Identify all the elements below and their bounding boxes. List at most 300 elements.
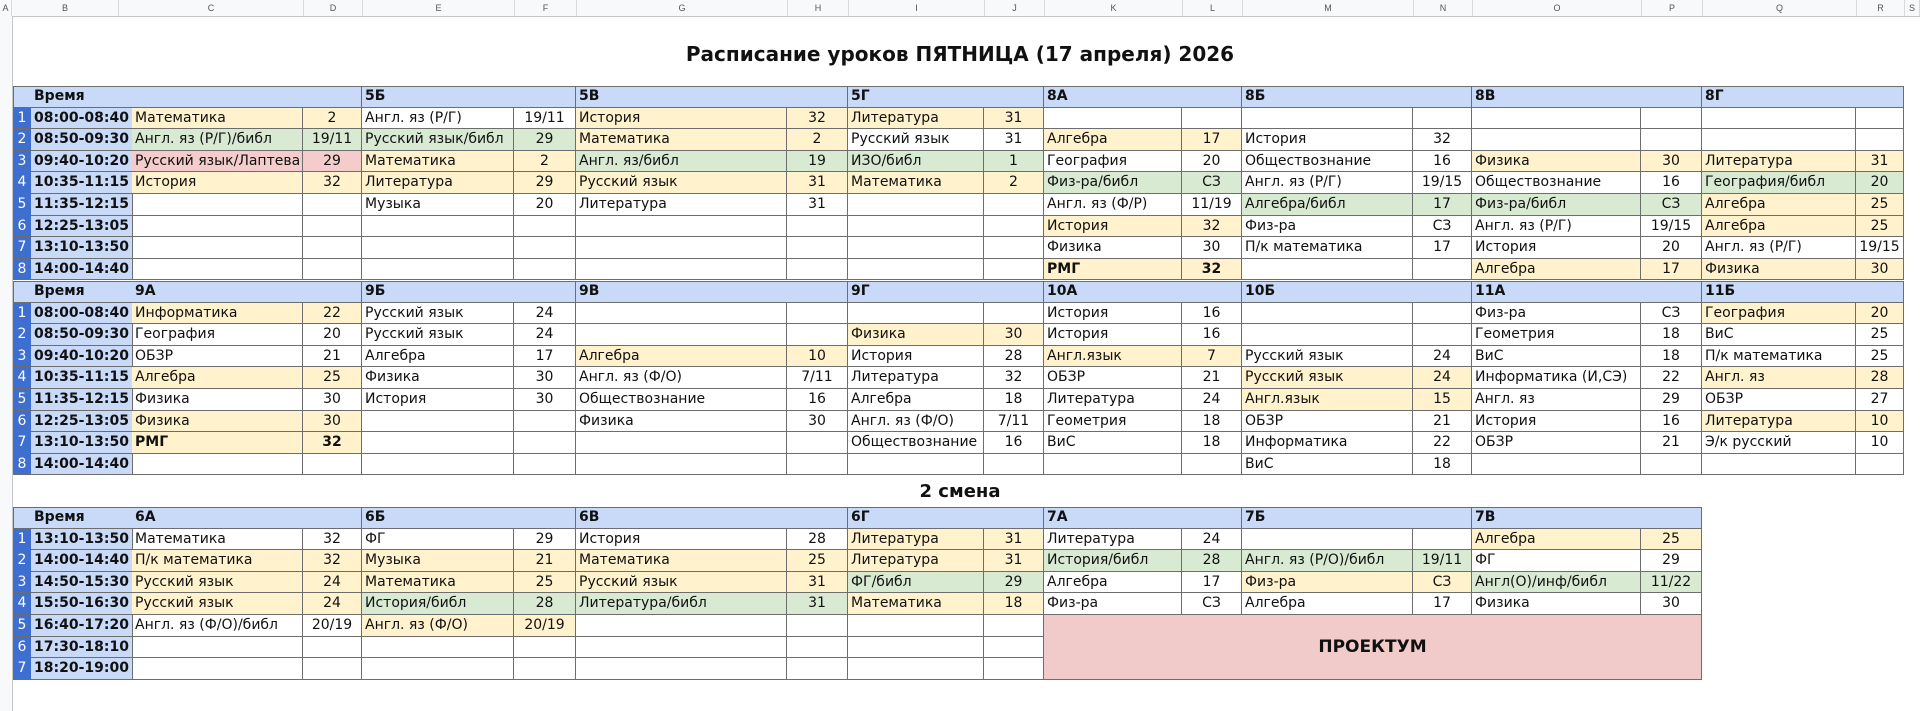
- column-header-N[interactable]: N: [1414, 0, 1473, 16]
- time-slot[interactable]: 17:30-18:10: [31, 637, 133, 659]
- time-slot[interactable]: 08:50-09:30: [31, 129, 133, 151]
- room-cell[interactable]: 28: [514, 593, 576, 615]
- room-cell[interactable]: [1641, 129, 1702, 151]
- subject-cell[interactable]: Литература: [576, 194, 787, 216]
- subject-cell[interactable]: Алгебра: [576, 346, 787, 368]
- row-number[interactable]: 1: [13, 529, 32, 551]
- room-cell[interactable]: 21: [514, 550, 576, 572]
- room-cell[interactable]: [787, 615, 848, 637]
- room-cell[interactable]: 2: [984, 172, 1044, 194]
- room-cell[interactable]: 25: [1856, 346, 1904, 368]
- room-cell[interactable]: [1856, 108, 1904, 130]
- room-cell[interactable]: 20: [1856, 172, 1904, 194]
- room-cell[interactable]: [514, 411, 576, 433]
- time-slot[interactable]: 10:35-11:15: [31, 367, 133, 389]
- room-cell[interactable]: 25: [303, 367, 362, 389]
- subject-cell[interactable]: [848, 303, 984, 325]
- row-number-header[interactable]: [13, 86, 32, 108]
- class-header[interactable]: 5В: [576, 86, 848, 108]
- subject-cell[interactable]: Математика: [362, 572, 514, 594]
- subject-cell[interactable]: [1472, 108, 1641, 130]
- subject-cell[interactable]: Геометрия: [1472, 324, 1641, 346]
- room-cell[interactable]: 29: [514, 529, 576, 551]
- room-cell[interactable]: 31: [984, 129, 1044, 151]
- subject-cell[interactable]: [576, 615, 787, 637]
- subject-cell[interactable]: [132, 454, 303, 476]
- subject-cell[interactable]: Алгебра: [848, 389, 984, 411]
- row-number[interactable]: 3: [13, 572, 32, 594]
- subject-cell[interactable]: Литература: [848, 367, 984, 389]
- class-header[interactable]: 6Г: [848, 507, 1044, 529]
- subject-cell[interactable]: История: [132, 172, 303, 194]
- class-header[interactable]: 7Б: [1242, 507, 1472, 529]
- subject-cell[interactable]: Физика: [362, 367, 514, 389]
- subject-cell[interactable]: [362, 411, 514, 433]
- room-cell[interactable]: 30: [984, 324, 1044, 346]
- subject-cell[interactable]: Алгебра/библ: [1242, 194, 1413, 216]
- class-header[interactable]: 7В: [1472, 507, 1702, 529]
- subject-cell[interactable]: [848, 237, 984, 259]
- room-cell[interactable]: [514, 216, 576, 238]
- class-header[interactable]: 5Г: [848, 86, 1044, 108]
- room-cell[interactable]: [787, 324, 848, 346]
- room-cell[interactable]: [984, 454, 1044, 476]
- subject-cell[interactable]: Англ. яз: [1702, 367, 1856, 389]
- subject-cell[interactable]: Литература: [848, 550, 984, 572]
- subject-cell[interactable]: [362, 637, 514, 659]
- class-header[interactable]: 6А: [132, 507, 362, 529]
- room-cell[interactable]: [984, 194, 1044, 216]
- room-cell[interactable]: 19/11: [1413, 550, 1472, 572]
- room-cell[interactable]: 20/19: [514, 615, 576, 637]
- row-number[interactable]: 6: [13, 216, 32, 238]
- class-header[interactable]: 8Г: [1702, 86, 1904, 108]
- subject-cell[interactable]: [576, 454, 787, 476]
- subject-cell[interactable]: Алгебра: [1472, 529, 1641, 551]
- room-cell[interactable]: 32: [1182, 216, 1242, 238]
- class-header[interactable]: 9Б: [362, 281, 576, 303]
- subject-cell[interactable]: География: [1044, 151, 1182, 173]
- room-cell[interactable]: 20/19: [303, 615, 362, 637]
- room-cell[interactable]: СЗ: [1641, 194, 1702, 216]
- subject-cell[interactable]: Русский язык: [576, 172, 787, 194]
- subject-cell[interactable]: [132, 658, 303, 680]
- room-cell[interactable]: 32: [984, 367, 1044, 389]
- room-cell[interactable]: 32: [787, 108, 848, 130]
- subject-cell[interactable]: История: [362, 389, 514, 411]
- row-number[interactable]: 4: [13, 367, 32, 389]
- time-slot[interactable]: 12:25-13:05: [31, 411, 133, 433]
- room-cell[interactable]: 31: [787, 172, 848, 194]
- class-header[interactable]: 5Б: [362, 86, 576, 108]
- time-header[interactable]: Время: [31, 281, 133, 303]
- column-header-H[interactable]: H: [788, 0, 849, 16]
- subject-cell[interactable]: Англ. яз (Р/Г): [1242, 172, 1413, 194]
- time-slot[interactable]: 09:40-10:20: [31, 346, 133, 368]
- row-number[interactable]: 5: [13, 194, 32, 216]
- column-header-Q[interactable]: Q: [1703, 0, 1857, 16]
- subject-cell[interactable]: [132, 259, 303, 281]
- subject-cell[interactable]: Физ-ра: [1472, 303, 1641, 325]
- room-cell[interactable]: 16: [1413, 151, 1472, 173]
- room-cell[interactable]: 30: [1856, 259, 1904, 281]
- subject-cell[interactable]: [1472, 454, 1641, 476]
- room-cell[interactable]: 25: [514, 572, 576, 594]
- room-cell[interactable]: 31: [1856, 151, 1904, 173]
- room-cell[interactable]: [303, 658, 362, 680]
- subject-cell[interactable]: ОБЗР: [1472, 432, 1641, 454]
- subject-cell[interactable]: Физика: [132, 389, 303, 411]
- subject-cell[interactable]: История: [576, 529, 787, 551]
- subject-cell[interactable]: Русский язык: [576, 572, 787, 594]
- subject-cell[interactable]: ФГ/библ: [848, 572, 984, 594]
- subject-cell[interactable]: История: [1044, 303, 1182, 325]
- room-cell[interactable]: 29: [1641, 389, 1702, 411]
- subject-cell[interactable]: Русский язык: [1242, 367, 1413, 389]
- subject-cell[interactable]: Физ-ра/библ: [1472, 194, 1641, 216]
- room-cell[interactable]: 21: [1641, 432, 1702, 454]
- subject-cell[interactable]: [576, 432, 787, 454]
- subject-cell[interactable]: [132, 194, 303, 216]
- subject-cell[interactable]: [362, 432, 514, 454]
- room-cell[interactable]: 31: [787, 572, 848, 594]
- subject-cell[interactable]: Математика: [576, 129, 787, 151]
- column-header-C[interactable]: C: [119, 0, 304, 16]
- subject-cell[interactable]: Обществознание: [1472, 172, 1641, 194]
- room-cell[interactable]: 32: [303, 550, 362, 572]
- column-header-M[interactable]: M: [1243, 0, 1414, 16]
- subject-cell[interactable]: [1242, 108, 1413, 130]
- row-number[interactable]: 1: [13, 108, 32, 130]
- room-cell[interactable]: 22: [1641, 367, 1702, 389]
- room-cell[interactable]: 18: [1413, 454, 1472, 476]
- room-cell[interactable]: 18: [1641, 346, 1702, 368]
- class-header[interactable]: 8В: [1472, 86, 1702, 108]
- subject-cell[interactable]: История: [1472, 237, 1641, 259]
- room-cell[interactable]: 24: [514, 324, 576, 346]
- subject-cell[interactable]: [362, 259, 514, 281]
- subject-cell[interactable]: Русский язык: [362, 303, 514, 325]
- subject-cell[interactable]: История: [848, 346, 984, 368]
- room-cell[interactable]: 25: [1856, 194, 1904, 216]
- room-cell[interactable]: 1: [984, 151, 1044, 173]
- room-cell[interactable]: 29: [514, 129, 576, 151]
- column-header-I[interactable]: I: [849, 0, 985, 16]
- subject-cell[interactable]: [848, 194, 984, 216]
- row-number[interactable]: 7: [13, 432, 32, 454]
- subject-cell[interactable]: История: [1242, 129, 1413, 151]
- class-header[interactable]: 10Б: [1242, 281, 1472, 303]
- time-header[interactable]: Время: [31, 86, 133, 108]
- room-cell[interactable]: [787, 658, 848, 680]
- room-cell[interactable]: 21: [1182, 367, 1242, 389]
- class-header[interactable]: 8Б: [1242, 86, 1472, 108]
- subject-cell[interactable]: Англ.язык: [1044, 346, 1182, 368]
- class-header[interactable]: 11А: [1472, 281, 1702, 303]
- room-cell[interactable]: 30: [1182, 237, 1242, 259]
- room-cell[interactable]: 29: [514, 172, 576, 194]
- column-header-S[interactable]: S: [1905, 0, 1920, 16]
- room-cell[interactable]: 29: [984, 572, 1044, 594]
- column-header-B[interactable]: B: [12, 0, 119, 16]
- subject-cell[interactable]: Физика: [1472, 593, 1641, 615]
- room-cell[interactable]: 19/15: [1641, 216, 1702, 238]
- room-cell[interactable]: [1641, 108, 1702, 130]
- room-cell[interactable]: [303, 194, 362, 216]
- room-cell[interactable]: 20: [1182, 151, 1242, 173]
- subject-cell[interactable]: Обществознание: [848, 432, 984, 454]
- subject-cell[interactable]: Литература: [848, 529, 984, 551]
- subject-cell[interactable]: Русский язык: [362, 324, 514, 346]
- room-cell[interactable]: 16: [1182, 324, 1242, 346]
- room-cell[interactable]: 22: [1413, 432, 1472, 454]
- subject-cell[interactable]: [362, 658, 514, 680]
- row-number-header[interactable]: [13, 507, 32, 529]
- subject-cell[interactable]: Алгебра: [1702, 216, 1856, 238]
- room-cell[interactable]: 24: [514, 303, 576, 325]
- room-cell[interactable]: [984, 237, 1044, 259]
- room-cell[interactable]: 21: [303, 346, 362, 368]
- room-cell[interactable]: 2: [787, 129, 848, 151]
- column-header-R[interactable]: R: [1857, 0, 1905, 16]
- subject-cell[interactable]: Информатика: [1242, 432, 1413, 454]
- subject-cell[interactable]: Физика: [132, 411, 303, 433]
- room-cell[interactable]: [1182, 108, 1242, 130]
- time-slot[interactable]: 08:00-08:40: [31, 303, 133, 325]
- subject-cell[interactable]: Алгебра: [1472, 259, 1641, 281]
- room-cell[interactable]: 28: [1182, 550, 1242, 572]
- subject-cell[interactable]: История: [1472, 411, 1641, 433]
- subject-cell[interactable]: Обществознание: [1242, 151, 1413, 173]
- row-number[interactable]: 5: [13, 615, 32, 637]
- subject-cell[interactable]: География/библ: [1702, 172, 1856, 194]
- time-slot[interactable]: 13:10-13:50: [31, 237, 133, 259]
- subject-cell[interactable]: Литература: [362, 172, 514, 194]
- room-cell[interactable]: [303, 637, 362, 659]
- time-slot[interactable]: 11:35-12:15: [31, 389, 133, 411]
- class-header[interactable]: 9А: [132, 281, 362, 303]
- subject-cell[interactable]: ОБЗР: [1044, 367, 1182, 389]
- time-slot[interactable]: 18:20-19:00: [31, 658, 133, 680]
- subject-cell[interactable]: Англ.язык: [1242, 389, 1413, 411]
- subject-cell[interactable]: ВиС: [1242, 454, 1413, 476]
- subject-cell[interactable]: Физ-ра: [1242, 216, 1413, 238]
- room-cell[interactable]: 32: [303, 529, 362, 551]
- row-number[interactable]: 2: [13, 129, 32, 151]
- room-cell[interactable]: 18: [1182, 432, 1242, 454]
- room-cell[interactable]: 19: [787, 151, 848, 173]
- row-number[interactable]: 8: [13, 259, 32, 281]
- room-cell[interactable]: 18: [1182, 411, 1242, 433]
- column-header-A[interactable]: A: [0, 0, 12, 16]
- subject-cell[interactable]: Алгебра: [1242, 593, 1413, 615]
- room-cell[interactable]: 24: [1182, 389, 1242, 411]
- room-cell[interactable]: 30: [303, 411, 362, 433]
- subject-cell[interactable]: География: [1702, 303, 1856, 325]
- room-cell[interactable]: [303, 454, 362, 476]
- subject-cell[interactable]: Русский язык: [848, 129, 984, 151]
- row-number[interactable]: 2: [13, 324, 32, 346]
- room-cell[interactable]: 17: [1413, 194, 1472, 216]
- class-header[interactable]: 11Б: [1702, 281, 1904, 303]
- room-cell[interactable]: 30: [514, 367, 576, 389]
- subject-cell[interactable]: [576, 637, 787, 659]
- room-cell[interactable]: [303, 259, 362, 281]
- subject-cell[interactable]: [1044, 108, 1182, 130]
- room-cell[interactable]: [303, 216, 362, 238]
- time-slot[interactable]: 12:25-13:05: [31, 216, 133, 238]
- subject-cell[interactable]: Литература: [1044, 529, 1182, 551]
- room-cell[interactable]: 17: [1182, 129, 1242, 151]
- room-cell[interactable]: [787, 237, 848, 259]
- room-cell[interactable]: 17: [1413, 593, 1472, 615]
- subject-cell[interactable]: Математика: [576, 550, 787, 572]
- room-cell[interactable]: 22: [303, 303, 362, 325]
- room-cell[interactable]: [1182, 454, 1242, 476]
- room-cell[interactable]: 30: [787, 411, 848, 433]
- room-cell[interactable]: 7/11: [984, 411, 1044, 433]
- row-number[interactable]: 6: [13, 637, 32, 659]
- room-cell[interactable]: 30: [1641, 151, 1702, 173]
- subject-cell[interactable]: Информатика: [132, 303, 303, 325]
- room-cell[interactable]: [1413, 303, 1472, 325]
- projektum-block[interactable]: ПРОЕКТУМ: [1044, 615, 1702, 680]
- room-cell[interactable]: 19/11: [514, 108, 576, 130]
- subject-cell[interactable]: [362, 237, 514, 259]
- subject-cell[interactable]: Англ. яз (Ф/О): [848, 411, 984, 433]
- room-cell[interactable]: [984, 658, 1044, 680]
- room-cell[interactable]: 7/11: [787, 367, 848, 389]
- subject-cell[interactable]: Русский язык/библ: [362, 129, 514, 151]
- room-cell[interactable]: 16: [984, 432, 1044, 454]
- row-number[interactable]: 4: [13, 593, 32, 615]
- subject-cell[interactable]: [848, 216, 984, 238]
- subject-cell[interactable]: Физ-ра: [1044, 593, 1182, 615]
- room-cell[interactable]: 25: [1641, 529, 1702, 551]
- subject-cell[interactable]: [576, 658, 787, 680]
- subject-cell[interactable]: Физ-ра: [1242, 572, 1413, 594]
- room-cell[interactable]: 21: [1413, 411, 1472, 433]
- subject-cell[interactable]: Англ(О)/инф/библ: [1472, 572, 1641, 594]
- subject-cell[interactable]: [848, 658, 984, 680]
- room-cell[interactable]: 7: [1182, 346, 1242, 368]
- room-cell[interactable]: [514, 432, 576, 454]
- room-cell[interactable]: 11/19: [1182, 194, 1242, 216]
- class-header[interactable]: [132, 86, 362, 108]
- subject-cell[interactable]: Информатика (И,СЭ): [1472, 367, 1641, 389]
- room-cell[interactable]: 11/22: [1641, 572, 1702, 594]
- subject-cell[interactable]: Англ. яз (Р/О)/библ: [1242, 550, 1413, 572]
- time-slot[interactable]: 13:10-13:50: [31, 529, 133, 551]
- subject-cell[interactable]: Э/к русский: [1702, 432, 1856, 454]
- subject-cell[interactable]: [848, 615, 984, 637]
- room-cell[interactable]: 19/15: [1856, 237, 1904, 259]
- subject-cell[interactable]: Алгебра: [1702, 194, 1856, 216]
- subject-cell[interactable]: ВиС: [1472, 346, 1641, 368]
- room-cell[interactable]: 28: [1856, 367, 1904, 389]
- room-cell[interactable]: 24: [1182, 529, 1242, 551]
- row-number[interactable]: 7: [13, 658, 32, 680]
- room-cell[interactable]: СЗ: [1413, 572, 1472, 594]
- subject-cell[interactable]: Литература/библ: [576, 593, 787, 615]
- room-cell[interactable]: [514, 454, 576, 476]
- column-header-G[interactable]: G: [577, 0, 788, 16]
- row-number[interactable]: 2: [13, 550, 32, 572]
- room-cell[interactable]: 16: [1182, 303, 1242, 325]
- class-header[interactable]: 8А: [1044, 86, 1242, 108]
- subject-cell[interactable]: Физика: [848, 324, 984, 346]
- room-cell[interactable]: [787, 259, 848, 281]
- room-cell[interactable]: 27: [1856, 389, 1904, 411]
- time-slot[interactable]: 14:00-14:40: [31, 259, 133, 281]
- room-cell[interactable]: 30: [303, 389, 362, 411]
- subject-cell[interactable]: РМГ: [132, 432, 303, 454]
- time-slot[interactable]: 14:00-14:40: [31, 550, 133, 572]
- subject-cell[interactable]: История: [1044, 216, 1182, 238]
- room-cell[interactable]: 31: [787, 194, 848, 216]
- room-cell[interactable]: 24: [1413, 346, 1472, 368]
- column-header-F[interactable]: F: [515, 0, 577, 16]
- row-number[interactable]: 6: [13, 411, 32, 433]
- room-cell[interactable]: [1413, 259, 1472, 281]
- subject-cell[interactable]: ФГ: [362, 529, 514, 551]
- room-cell[interactable]: 32: [303, 432, 362, 454]
- subject-cell[interactable]: [576, 324, 787, 346]
- subject-cell[interactable]: История/библ: [362, 593, 514, 615]
- room-cell[interactable]: [514, 637, 576, 659]
- subject-cell[interactable]: Математика: [132, 108, 303, 130]
- subject-cell[interactable]: [1702, 129, 1856, 151]
- time-header[interactable]: Время: [31, 507, 133, 529]
- column-header-E[interactable]: E: [363, 0, 515, 16]
- subject-cell[interactable]: [1242, 529, 1413, 551]
- subject-cell[interactable]: [132, 216, 303, 238]
- column-header-O[interactable]: O: [1473, 0, 1642, 16]
- column-header-L[interactable]: L: [1183, 0, 1243, 16]
- row-number[interactable]: 1: [13, 303, 32, 325]
- room-cell[interactable]: 18: [1641, 324, 1702, 346]
- room-cell[interactable]: [984, 303, 1044, 325]
- row-number[interactable]: 3: [13, 346, 32, 368]
- subject-cell[interactable]: География: [132, 324, 303, 346]
- subject-cell[interactable]: ФГ: [1472, 550, 1641, 572]
- subject-cell[interactable]: [1242, 324, 1413, 346]
- subject-cell[interactable]: Литература: [1702, 411, 1856, 433]
- subject-cell[interactable]: [1702, 108, 1856, 130]
- room-cell[interactable]: [984, 259, 1044, 281]
- subject-cell[interactable]: Русский язык: [132, 593, 303, 615]
- column-header-J[interactable]: J: [985, 0, 1045, 16]
- room-cell[interactable]: 30: [1641, 593, 1702, 615]
- subject-cell[interactable]: [1044, 454, 1182, 476]
- room-cell[interactable]: 10: [1856, 432, 1904, 454]
- room-cell[interactable]: [514, 237, 576, 259]
- subject-cell[interactable]: [362, 454, 514, 476]
- time-slot[interactable]: 11:35-12:15: [31, 194, 133, 216]
- row-number[interactable]: 7: [13, 237, 32, 259]
- class-header[interactable]: 9В: [576, 281, 848, 303]
- column-header-P[interactable]: P: [1642, 0, 1703, 16]
- subject-cell[interactable]: Литература: [848, 108, 984, 130]
- subject-cell[interactable]: Англ. яз (Р/Г): [1472, 216, 1641, 238]
- room-cell[interactable]: 2: [303, 108, 362, 130]
- subject-cell[interactable]: Алгебра: [1044, 129, 1182, 151]
- room-cell[interactable]: [514, 658, 576, 680]
- subject-cell[interactable]: Англ. яз (Р/Г)/библ: [132, 129, 303, 151]
- room-cell[interactable]: 17: [1413, 237, 1472, 259]
- subject-cell[interactable]: [362, 216, 514, 238]
- room-cell[interactable]: [1413, 108, 1472, 130]
